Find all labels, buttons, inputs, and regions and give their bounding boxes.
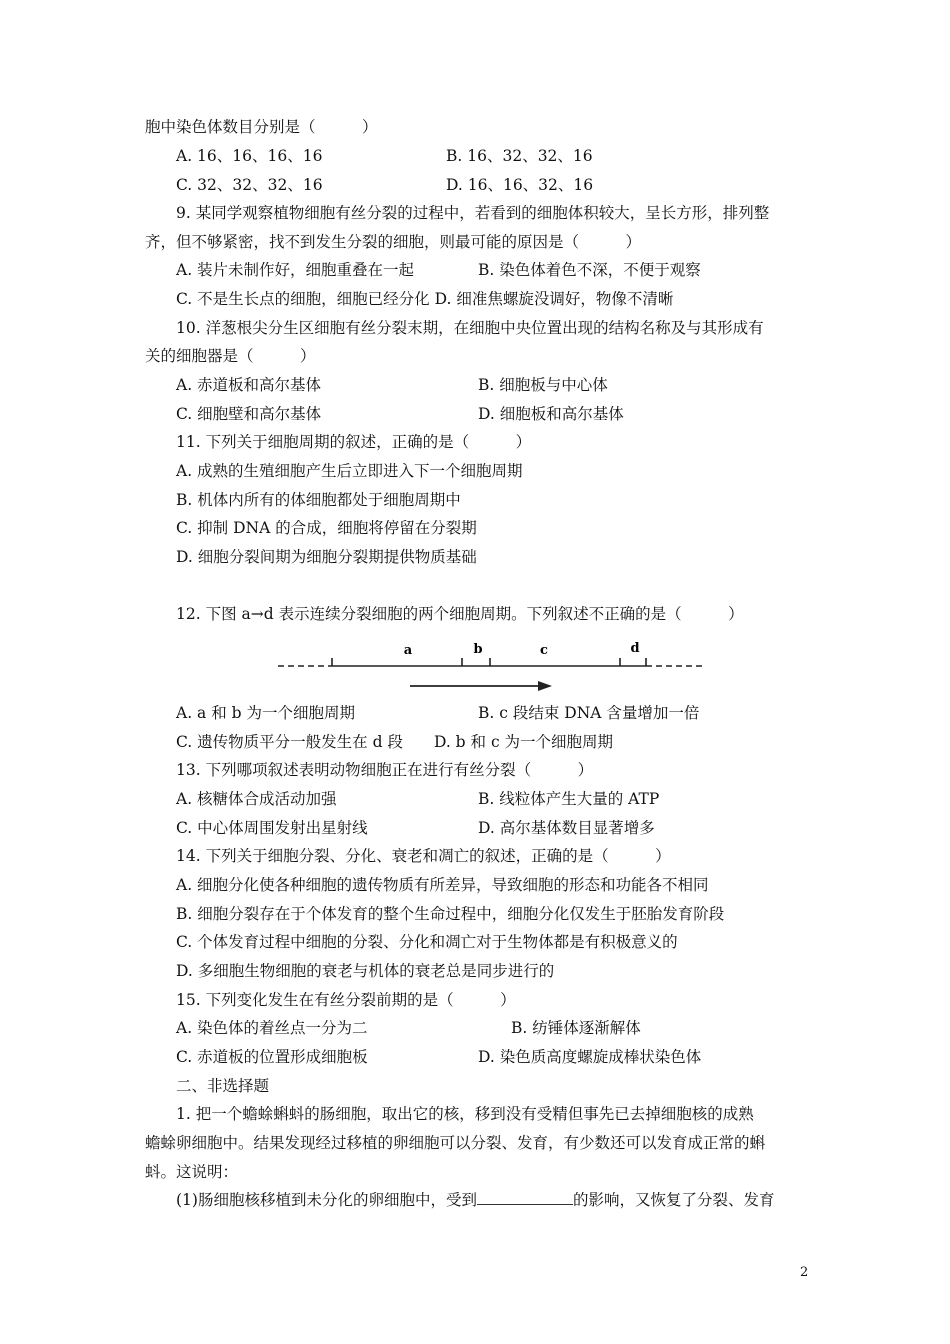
text-span: (1)肠细胞核移植到未分化的卵细胞中，受到: [176, 1191, 477, 1209]
option-a: A. 16、16、16、16: [176, 147, 323, 165]
problem-1: 1. 把一个蟾蜍蝌蚪的肠细胞，取出它的核，移到没有受精但事先已去掉细胞核的成熟: [176, 1105, 754, 1123]
problem-1-part-1: [176, 1190, 774, 1210]
question-11: 11. 下列关于细胞周期的叙述，正确的是（ ）: [176, 433, 532, 451]
label-a: a: [403, 643, 413, 658]
question-12: 12. 下图 a→d 表示连续分裂细胞的两个细胞周期。下列叙述不正确的是（ ）: [176, 605, 744, 623]
section-heading: 二、非选择题: [176, 1077, 270, 1095]
text-line: 蚪。这说明：: [145, 1163, 239, 1181]
answer-blank[interactable]: [477, 1190, 573, 1205]
option-c: C. 个体发育过程中细胞的分裂、分化和凋亡对于生物体都是有积极意义的: [176, 933, 678, 951]
question-10: 10. 洋葱根尖分生区细胞有丝分裂末期，在细胞中央位置出现的结构名称及与其形成有: [176, 319, 764, 337]
option-a: A. 赤道板和高尔基体: [176, 376, 322, 394]
option-c: C. 赤道板的位置形成细胞板: [176, 1048, 368, 1066]
option-b: B. c 段结束 DNA 含量增加一倍: [478, 704, 700, 722]
option-d: D. 细胞分裂间期为细胞分裂期提供物质基础: [176, 548, 477, 566]
option-a: A. 核糖体合成活动加强: [176, 790, 337, 808]
text-line: 胞中染色体数目分别是（ ）: [145, 118, 378, 136]
page-number: 2: [800, 1265, 809, 1280]
option-c: C. 32、32、32、16: [176, 176, 323, 194]
option-cd: C. 遗传物质平分一般发生在 d 段 D. b 和 c 为一个细胞周期: [176, 733, 614, 751]
text-span: 的影响，又恢复了分裂、发育: [572, 1191, 775, 1209]
option-c: C. 细胞壁和高尔基体: [176, 405, 322, 423]
option-b: B. 染色体着色不深，不便于观察: [478, 261, 701, 279]
option-d: D. 染色质高度螺旋成棒状染色体: [478, 1048, 702, 1066]
text-line: 蟾蜍卵细胞中。结果发现经过移植的卵细胞可以分裂、发育，有少数还可以发育成正常的蝌: [145, 1134, 766, 1152]
option-d: D. 高尔基体数目显著增多: [478, 819, 655, 837]
option-cd: C. 不是生长点的细胞，细胞已经分化 D. 细准焦螺旋没调好，物像不清晰: [176, 290, 674, 308]
option-c: C. 抑制 DNA 的合成，细胞将停留在分裂期: [176, 519, 477, 537]
question-9: 9. 某同学观察植物细胞有丝分裂的过程中，若看到的细胞体积较大，呈长方形，排列整: [176, 204, 770, 222]
option-d: D. 16、16、32、16: [446, 176, 594, 194]
question-13: 13. 下列哪项叙述表明动物细胞正在进行有丝分裂（ ）: [176, 761, 594, 779]
option-b: B. 16、32、32、16: [446, 147, 593, 165]
option-a: A. 装片未制作好，细胞重叠在一起: [176, 261, 415, 279]
label-c: c: [540, 643, 548, 658]
option-b: B. 细胞板与中心体: [478, 376, 608, 394]
option-b: B. 线粒体产生大量的 ATP: [478, 790, 660, 808]
question-14: 14. 下列关于细胞分裂、分化、衰老和凋亡的叙述，正确的是（ ）: [176, 847, 671, 865]
text-line: 齐，但不够紧密，找不到发生分裂的细胞，则最可能的原因是（ ）: [145, 233, 642, 251]
option-b: B. 纺锤体逐渐解体: [511, 1019, 641, 1037]
option-d: D. 细胞板和高尔基体: [478, 405, 624, 423]
option-d: D. 多细胞生物细胞的衰老与机体的衰老总是同步进行的: [176, 962, 555, 980]
arrow-head-icon: [538, 681, 552, 691]
cell-cycle-diagram: [270, 636, 715, 696]
option-a: A. a 和 b 为一个细胞周期: [176, 704, 355, 722]
option-a: A. 成熟的生殖细胞产生后立即进入下一个细胞周期: [176, 462, 523, 480]
question-15: 15. 下列变化发生在有丝分裂前期的是（ ）: [176, 991, 516, 1009]
option-c: C. 中心体周围发射出星射线: [176, 819, 368, 837]
option-b: B. 机体内所有的体细胞都处于细胞周期中: [176, 491, 461, 509]
text-line: 关的细胞器是（ ）: [145, 347, 316, 365]
label-b: b: [473, 642, 483, 657]
label-d: d: [630, 641, 640, 656]
option-a: A. 染色体的着丝点一分为二: [176, 1019, 368, 1037]
option-b: B. 细胞分裂存在于个体发育的整个生命过程中，细胞分化仅发生于胚胎发育阶段: [176, 905, 725, 923]
option-a: A. 细胞分化使各种细胞的遗传物质有所差异，导致细胞的形态和功能各不相同: [176, 876, 709, 894]
